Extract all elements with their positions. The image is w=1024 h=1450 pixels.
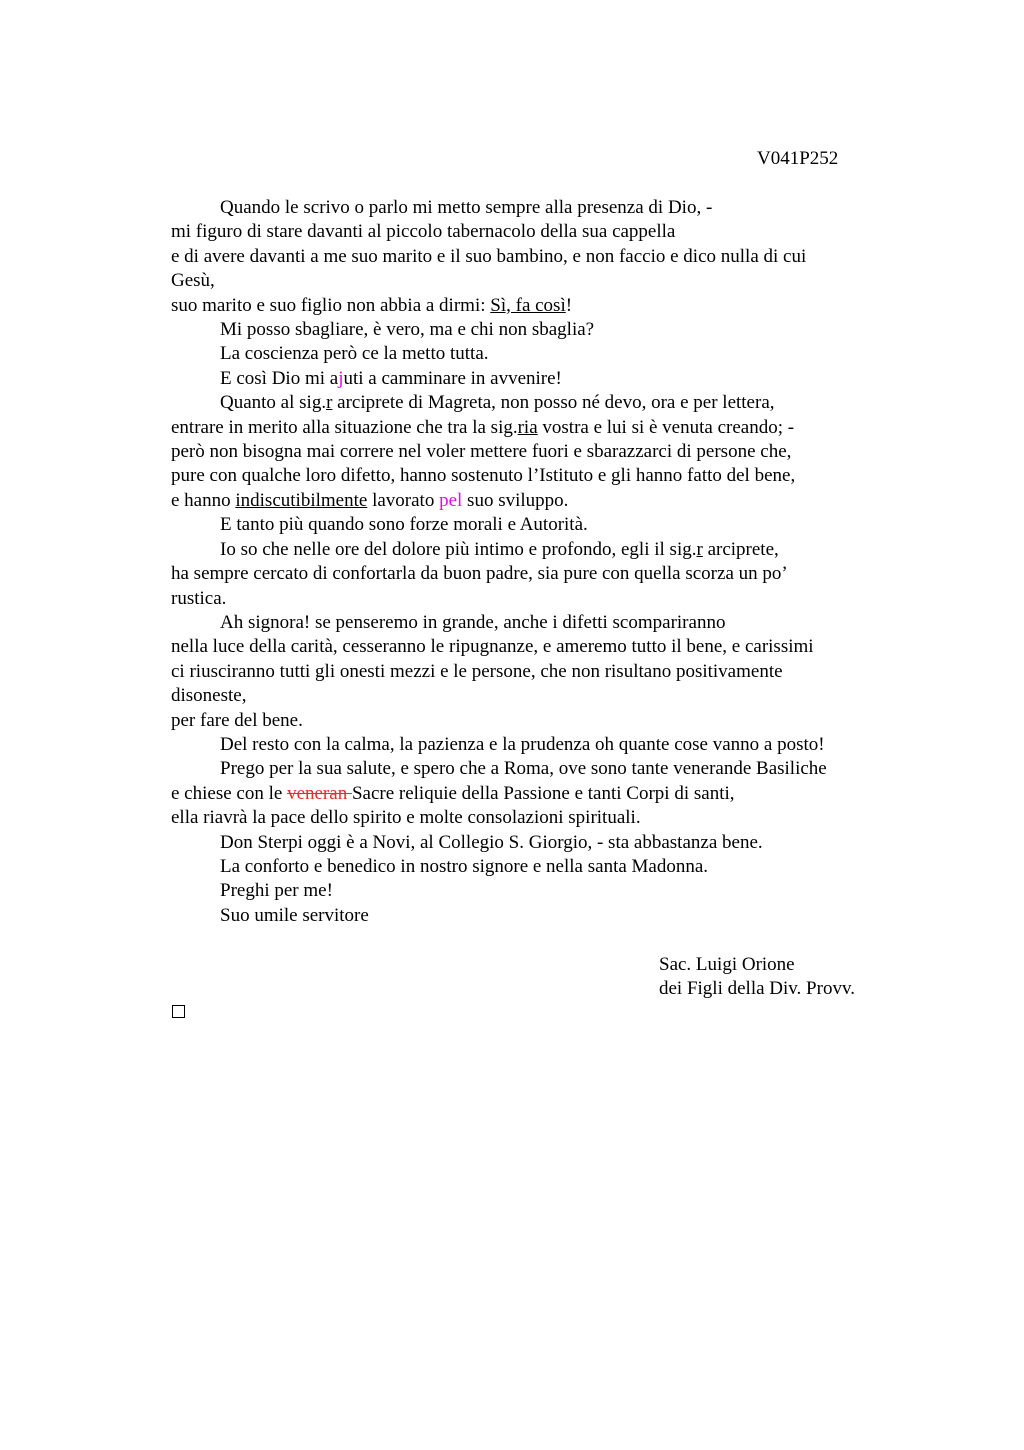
text-line	[171, 367, 891, 391]
highlighted-text: j	[338, 367, 344, 389]
text-line: Preghi per me!	[220, 880, 333, 902]
text-line: ha sempre cercato di confortarla da buon padre, sia pure con quella scorza un po’	[171, 563, 788, 585]
text-span: entrare in merito alla situazione che tra la sig.	[171, 416, 518, 438]
text-line: Del resto con la calma, la pazienza e la prudenza oh quante cose vanno a posto!	[220, 733, 825, 755]
deleted-text: veneran	[287, 782, 352, 804]
text-span: Io so che nelle ore del dolore più intimo e profondo, egli il sig.	[220, 538, 697, 560]
underlined-text: r	[326, 392, 333, 414]
text-line: e di avere davanti a me suo marito e il suo bambino, e non faccio e dico nulla di cui	[171, 245, 807, 267]
text-line: pure con qualche loro difetto, hanno sostenuto l’Istituto e gli hanno fatto del bene,	[171, 465, 796, 487]
highlighted-text: pel	[439, 489, 463, 511]
text-span: arciprete di Magreta, non posso né devo, ora e per lettera,	[332, 392, 775, 414]
text-line: Suo umile servitore	[220, 904, 369, 926]
underlined-text: ria	[517, 416, 538, 438]
text-span: e hanno	[171, 489, 236, 511]
text-line: però non bisogna mai correre nel voler mettere fuori e sbarazzarci di persone che,	[171, 441, 792, 463]
text-line	[171, 416, 891, 440]
text-line: La coscienza però ce la metto tutta.	[220, 343, 489, 365]
text-span: e chiese con le	[171, 782, 288, 804]
text-line: disoneste,	[171, 685, 247, 707]
text-line: nella luce della carità, cesseranno le ripugnanze, e ameremo tutto il bene, e carissimi	[171, 636, 814, 658]
text-line: La conforto e benedico in nostro signore e nella santa Madonna.	[220, 855, 709, 877]
text-span: arciprete,	[702, 538, 779, 560]
letter-body	[171, 196, 891, 928]
underlined-text: r	[696, 538, 703, 560]
text-line: per fare del bene.	[171, 709, 303, 731]
text-line: Ah signora! se penseremo in grande, anche i difetti scompariranno	[220, 611, 726, 633]
text-span: E così Dio mi a	[220, 367, 339, 389]
text-line	[171, 489, 891, 513]
signature-name: Sac. Luigi Orione	[659, 954, 795, 975]
signature-title: dei Figli della Div. Provv.	[659, 978, 855, 1000]
text-span: !	[565, 294, 573, 316]
underlined-text: Sì, fa così	[490, 294, 566, 316]
text-line: Mi posso sbagliare, è vero, ma e chi non sbaglia?	[220, 319, 595, 341]
text-line: Quando le scrivo o parlo mi metto sempre alla presenza di Dio, -	[220, 197, 713, 218]
text-line	[171, 294, 891, 318]
text-line: Prego per la sua salute, e spero che a Roma, ove sono tante venerande Basiliche	[220, 758, 827, 780]
text-line	[171, 782, 891, 806]
text-span: suo marito e suo figlio non abbia a dirmi:	[171, 294, 491, 316]
text-line	[171, 538, 891, 562]
underlined-text: indiscutibilmente	[235, 489, 368, 511]
text-line: E tanto più quando sono forze morali e Autorità.	[220, 514, 588, 536]
text-span: lavorato	[367, 489, 440, 511]
text-line: Don Sterpi oggi è a Novi, al Collegio S. Giorgio, - sta abbastanza bene.	[220, 831, 763, 853]
text-line: mi figuro di stare davanti al piccolo tabernacolo della sua cappella	[171, 221, 676, 243]
text-line: ella riavrà la pace dello spirito e molte consolazioni spirituali.	[171, 807, 641, 829]
text-line: Gesù,	[171, 270, 215, 292]
text-span: vostra e lui si è venuta creando; -	[537, 416, 795, 438]
text-span: Sacre reliquie della Passione e tanti Corpi di santi,	[351, 782, 735, 804]
text-line: rustica.	[171, 587, 227, 609]
text-line	[171, 391, 891, 415]
text-line: ci riusciranno tutti gli onesti mezzi e le persone, che non risultano positivamente	[171, 660, 783, 682]
empty-box-icon	[172, 1005, 185, 1018]
text-span: suo sviluppo.	[462, 489, 569, 511]
text-span: uti a camminare in avvenire!	[343, 367, 562, 389]
text-span: Quanto al sig.	[220, 392, 327, 414]
page-id: V041P252	[757, 148, 839, 169]
signature-block	[659, 953, 855, 1002]
